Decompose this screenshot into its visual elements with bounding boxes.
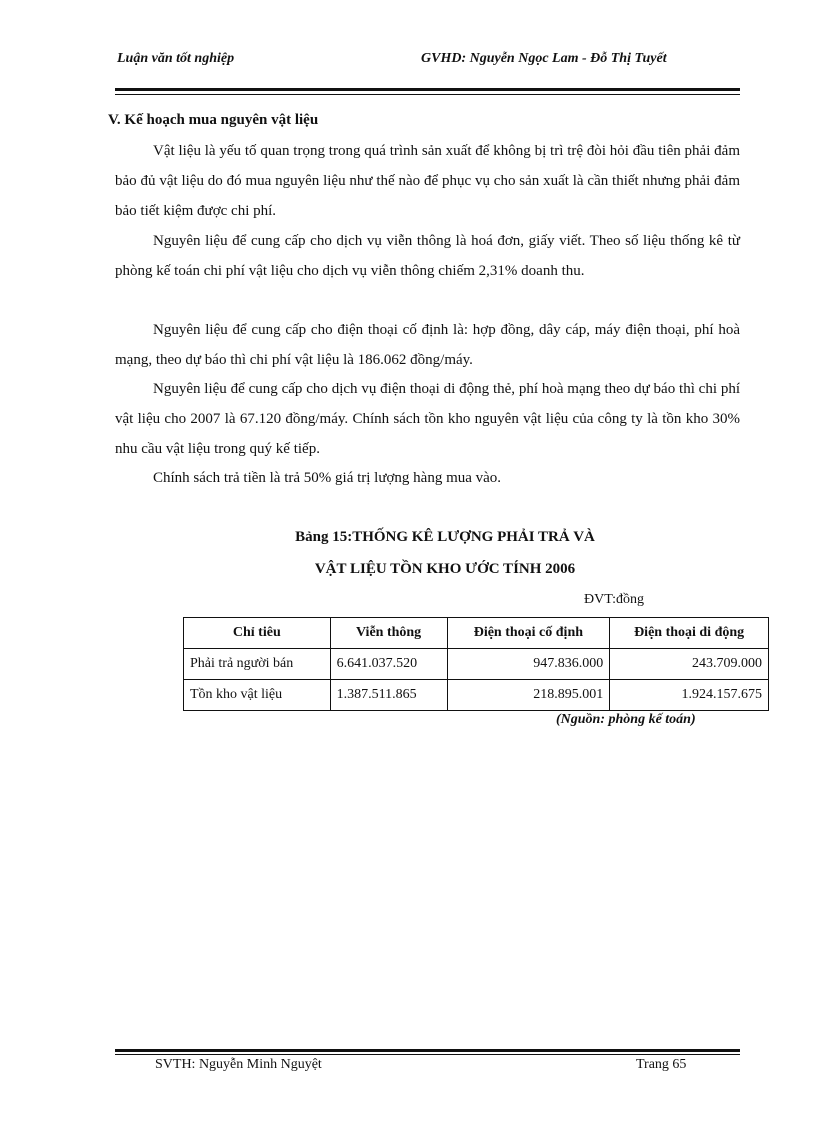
table-cell: 243.709.000 [610, 649, 769, 680]
table-cell: Phải trả người bán [184, 649, 331, 680]
col-header-telecom: Viễn thông [330, 618, 447, 649]
page-number: Trang 65 [636, 1057, 687, 1072]
paragraph-3: Nguyên liệu để cung cấp cho điện thoại cố định là: hợp đồng, dây cáp, máy điện thoại, phí hoà mạng, theo dự báo thì chi phí vật liệu là 186.062 đồng/máy. [115, 322, 740, 368]
table-unit: ĐVT:đồng [584, 592, 644, 607]
section-heading: V. Kế hoạch mua nguyên vật liệu [108, 112, 319, 128]
footer-rule-thin [115, 1054, 740, 1055]
table-cell: 1.924.157.675 [610, 680, 769, 711]
paragraph-1: Vật liệu là yếu tố quan trọng trong quá trình sản xuất để không bị trì trệ đòi hỏi đầu tiên phải đảm bảo đủ vật liệu do đó mua nguyên liệu như thế nào để phục vụ cho sản xuất là cần thiết nhưng phải đảm bảo tiết kiệm được chi phí. [115, 143, 740, 219]
table-row [184, 680, 769, 711]
table-row [184, 649, 769, 680]
table-caption-line-2: VẬT LIỆU TỒN KHO ƯỚC TÍNH 2006 [314, 561, 576, 577]
header-thesis-title: Luận văn tốt nghiệp [117, 51, 235, 66]
page-header [115, 49, 725, 69]
paragraph-5: Chính sách trả tiền là trả 50% giá trị lượng hàng mua vào. [153, 470, 502, 486]
table-header-row [184, 618, 769, 649]
table-caption-line-1: Bảng 15:THỐNG KÊ LƯỢNG PHẢI TRẢ VÀ [295, 529, 595, 545]
table-cell: 218.895.001 [447, 680, 610, 711]
header-rule-thick [115, 88, 740, 91]
footer-student: SVTH: Nguyễn Minh Nguyệt [155, 1057, 322, 1072]
header-supervisors: GVHD: Nguyễn Ngọc Lam - Đỗ Thị Tuyết [421, 51, 667, 66]
table-cell: 947.836.000 [447, 649, 610, 680]
footer-rule-thick [115, 1049, 740, 1052]
col-header-indicator: Chỉ tiêu [184, 618, 331, 649]
payables-inventory-table [183, 617, 769, 711]
col-header-mobile-phone: Điện thoại di động [610, 618, 769, 649]
table-source: (Nguồn: phòng kế toán) [556, 712, 696, 727]
header-rule-thin [115, 94, 740, 95]
table-cell: Tồn kho vật liệu [184, 680, 331, 711]
table-cell: 6.641.037.520 [330, 649, 447, 680]
col-header-fixed-phone: Điện thoại cố định [447, 618, 610, 649]
paragraph-4: Nguyên liệu để cung cấp cho dịch vụ điện thoại di động thẻ, phí hoà mạng theo dự báo thì chi phí vật liệu cho 2007 là 67.120 đồng/máy. Chính sách tồn kho nguyên vật liệu của công ty là tồn kho 30% nhu cầu vật liệu trong quý kế tiếp. [115, 381, 740, 457]
table-cell: 1.387.511.865 [330, 680, 447, 711]
paragraph-2: Nguyên liệu để cung cấp cho dịch vụ viễn thông là hoá đơn, giấy viết. Theo số liệu thống kê từ phòng kế toán chi phí vật liệu cho dịch vụ viễn thông chiếm 2,31% doanh thu. [115, 233, 740, 279]
